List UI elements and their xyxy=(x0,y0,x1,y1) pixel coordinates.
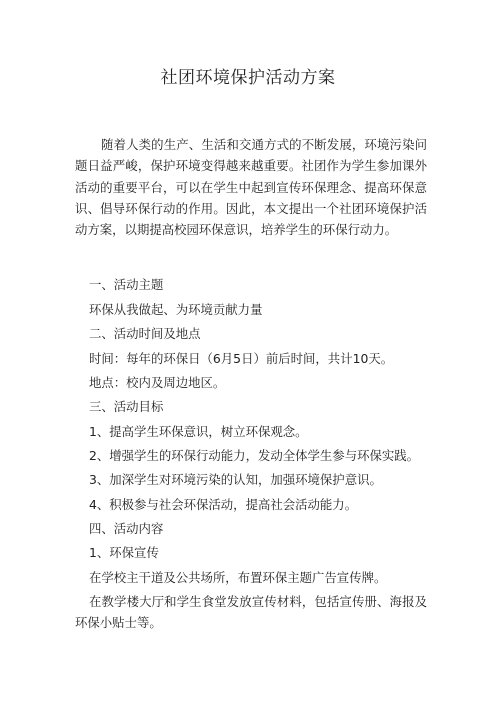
place-text: 地点：校内及周边地区。 xyxy=(89,375,226,390)
publicity-item: 在教学楼大厅和学生食堂发放宣传材料，包括宣传册、海报及环保小贴士等。 xyxy=(75,594,427,631)
goal-item: 2、增强学生的环保行动能力，发动全体学生参与环保实践。 xyxy=(89,448,420,463)
goal-item: 4、积极参与社会环保活动，提高社会活动能力。 xyxy=(89,497,358,512)
section-heading-theme: 一、活动主题 xyxy=(89,277,164,292)
document-title: 社团环境保护活动方案 xyxy=(160,68,336,88)
publicity-item: 在学校主干道及公共场所，布置环保主题广告宣传牌。 xyxy=(89,570,387,585)
theme-text: 环保从我做起、为环境贡献力量 xyxy=(89,302,263,317)
goal-item: 1、提高学生环保意识，树立环保观念。 xyxy=(89,424,308,439)
time-text: 时间：每年的环保日（6月5日）前后时间，共计10天。 xyxy=(89,351,394,366)
goal-item: 3、加深学生对环境污染的认知，加强环境保护意识。 xyxy=(89,472,382,487)
intro-paragraph: 随着人类的生产、生活和交通方式的不断发展，环境污染问题日益严峻，保护环境变得越来越重要。社团作为学生参加课外活动的重要平台，可以在学生中起到宣传环保理念、提高环保意识、倡导环保行动的作用。因此，本文提出一个社团环境保护活动方案，以期提高校园环保意识，培养学生的环保行动力。 xyxy=(75,137,427,238)
section-heading-goals: 三、活动目标 xyxy=(89,399,164,414)
section-heading-time-place: 二、活动时间及地点 xyxy=(89,326,201,341)
section-heading-content: 四、活动内容 xyxy=(89,521,164,536)
subsection-heading-publicity: 1、环保宣传 xyxy=(89,545,159,560)
